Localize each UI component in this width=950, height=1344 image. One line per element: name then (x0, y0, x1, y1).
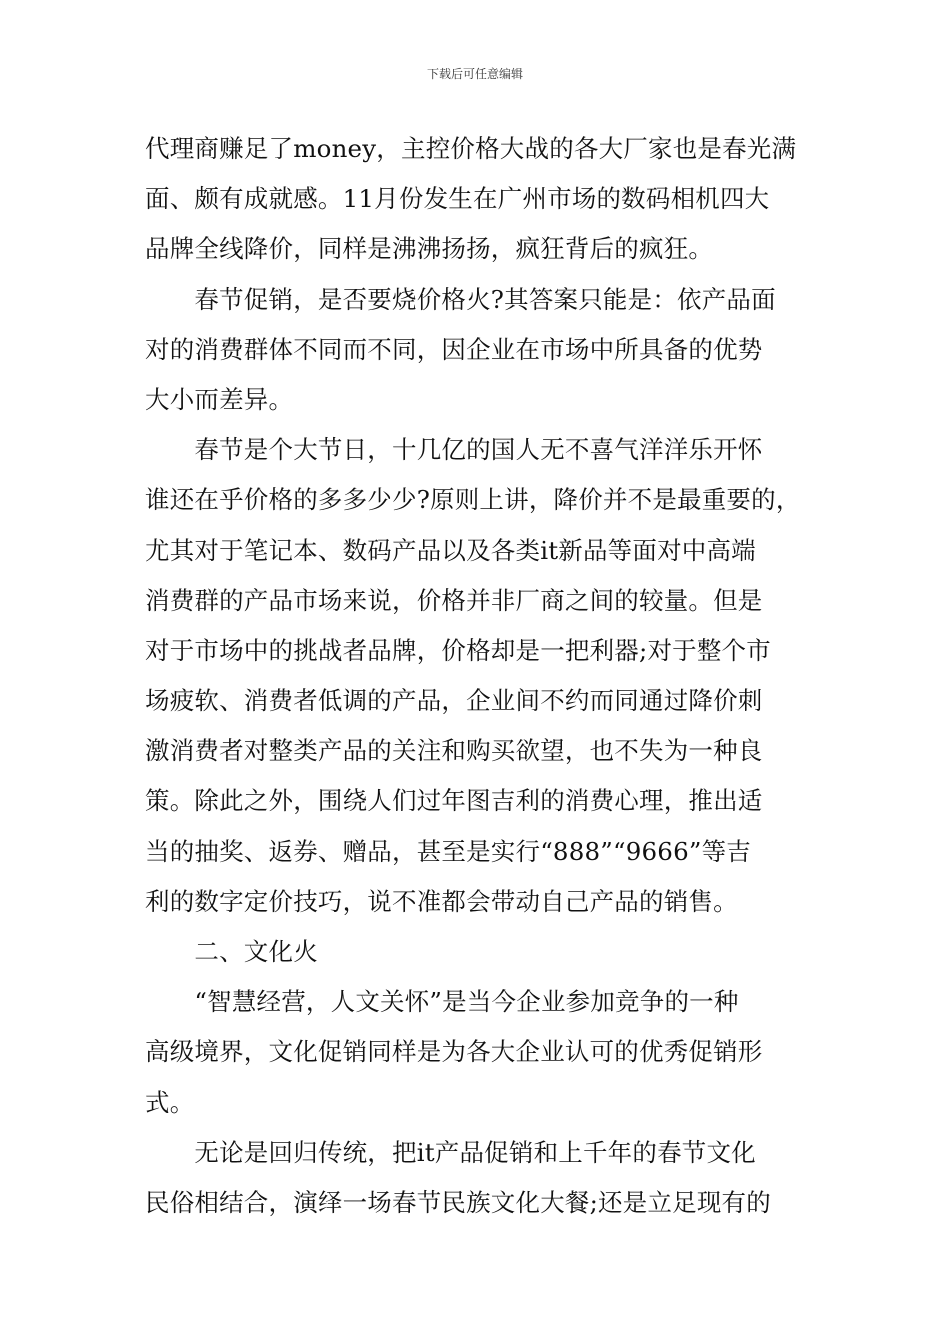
page-header: 下载后可任意编辑 (426, 67, 523, 81)
text-line: 面、颇有成就感。11月份发生在广州市场的数码相机四大 (145, 184, 770, 214)
text-line: 消费群的产品市场来说，价格并非厂商之间的较量。但是 (145, 585, 763, 615)
text-line: 策。除此之外，围绕人们过年图吉利的消费心理，推出适 (145, 786, 763, 816)
text-line: 激消费者对整类产品的关注和购买欲望，也不失为一种良 (145, 736, 763, 766)
text-line: 对的消费群体不同而不同，因企业在市场中所具备的优势 (145, 334, 763, 364)
text-line: 式。 (145, 1087, 195, 1117)
text-line: 谁还在乎价格的多多少少?原则上讲，降价并不是最重要的， (145, 485, 801, 515)
text-line: 民俗相结合，演绎一场春节民族文化大餐;还是立足现有的 (145, 1187, 771, 1217)
text-line: 代理商赚足了money，主控价格大战的各大厂家也是春光满 (145, 134, 797, 163)
section-heading: 二、文化火 (145, 937, 318, 966)
text-line: 春节促销，是否要烧价格火?其答案只能是：依产品面 (145, 284, 776, 314)
text-line: 品牌全线降价，同样是沸沸扬扬，疯狂背后的疯狂。 (145, 234, 714, 264)
text-line: 无论是回归传统，把it产品促销和上千年的春节文化 (145, 1137, 756, 1167)
text-line: 利的数字定价技巧，说不准都会带动自己产品的销售。 (145, 886, 738, 916)
text-line: 场疲软、消费者低调的产品，企业间不约而同通过降价刺 (145, 686, 763, 716)
text-line: 春节是个大节日，十几亿的国人无不喜气洋洋乐开怀 (145, 435, 763, 465)
document-body (145, 124, 815, 1228)
text-line: 高级境界，文化促销同样是为各大企业认可的优秀促销形 (145, 1037, 763, 1067)
text-line: 当的抽奖、返券、赠品，甚至是实行“888”“9666”等吉 (145, 836, 752, 866)
text-line: “智慧经营，人文关怀”是当今企业参加竞争的一种 (145, 987, 739, 1017)
text-line: 尤其对于笔记本、数码产品以及各类it新品等面对中高端 (145, 535, 756, 565)
text-line: 大小而差异。 (145, 384, 294, 414)
text-line: 对于市场中的挑战者品牌，价格却是一把利器;对于整个市 (145, 635, 771, 665)
